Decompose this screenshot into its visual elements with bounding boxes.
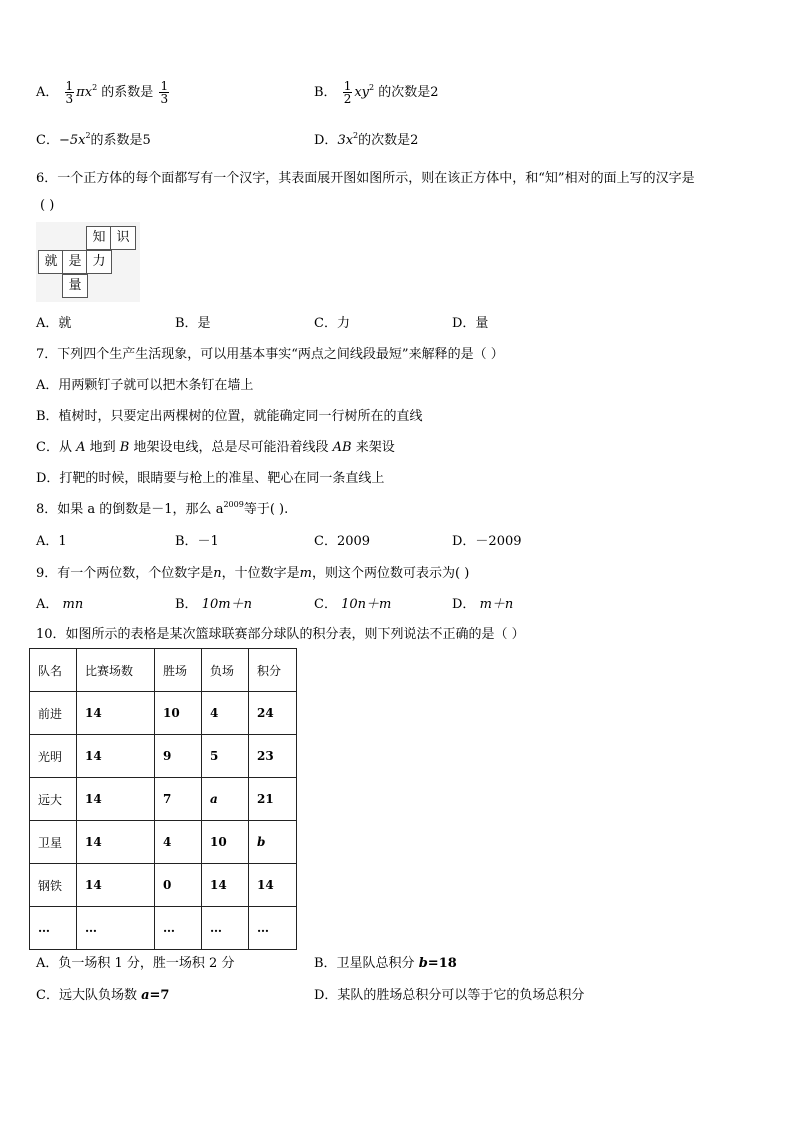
net-cell: 力 [86,250,112,274]
q6-stem: 6．一个正方体的每个面都写有一个汉字，其表面展开图如图所示，则在该正方体中，和“知”相对的面上写的汉字是 [36,171,695,186]
table-header: 比赛场数 [77,649,155,692]
table-cell: 14 [77,821,155,864]
table-header-row [30,649,297,692]
table-cell: 14 [77,864,155,907]
q6-option-a: A．就 [36,316,72,331]
q7-option-c: C．从 A 地到 B 地架设电线，总是尽可能沿着线段 AB 来架设 [36,440,395,455]
table-row [30,778,297,821]
q10-option-a: A．负一场积 1 分，胜一场积 2 分 [36,956,235,971]
table-cell: 10 [155,692,202,735]
table-cell: 卫星 [30,821,77,864]
net-cell: 就 [38,250,64,274]
table-header: 胜场 [155,649,202,692]
q5-option-a: A． $\frac{1}{3}$ $\pi x^2$ 的系数是 $\frac{1}{3}$ [36,79,169,106]
table-cell: 9 [155,735,202,778]
q7-option-b: B．植树时，只要定出两棵树的位置，就能确定同一行树所在的直线 [36,409,423,424]
table-cell: 21 [249,778,297,821]
q7-stem: 7．下列四个生产生活现象，可以用基本事实“两点之间线段最短”来解释的是（ ） [36,347,504,362]
table-cell: a [202,778,249,821]
table-header: 负场 [202,649,249,692]
table-cell: 4 [202,692,249,735]
table-cell: 14 [77,735,155,778]
q9-option-c: C． 10n＋m [314,597,392,612]
q10-option-d: D．某队的胜场总积分可以等于它的负场总积分 [314,988,585,1003]
table-cell: 24 [249,692,297,735]
fraction: $\frac{1}{3}$ [65,79,74,106]
table-cell: 前进 [30,692,77,735]
q6-paren: ( ) [40,198,55,213]
q10-option-b: B．卫星队总积分 b=18 [314,956,457,971]
table-row [30,907,297,950]
table-cell: … [202,907,249,950]
q8-option-b: B．－1 [175,534,219,549]
q5-option-d: D．$3x^2$的次数是2 [314,131,419,148]
table-cell: 光明 [30,735,77,778]
table-cell: 14 [77,778,155,821]
q9-stem: 9．有一个两位数，个位数字是n，十位数字是m，则这个两位数可表示为( ) [36,566,470,581]
table-cell: 5 [202,735,249,778]
table-cell: … [30,907,77,950]
q10-stem: 10．如图所示的表格是某次篮球联赛部分球队的积分表，则下列说法不正确的是（ ） [36,627,525,642]
net-cell: 量 [62,274,88,298]
table-header: 队名 [30,649,77,692]
table-cell: 0 [155,864,202,907]
table-cell: b [249,821,297,864]
q6-option-c: C．力 [314,316,350,331]
fraction: $\frac{1}{3}$ [160,79,169,106]
net-cell: 知 [86,226,112,250]
q5-option-b: B． $\frac{1}{2}$ $xy^2$ 的次数是2 [314,79,439,106]
q8-option-d: D．－2009 [452,534,522,549]
table-cell: 远大 [30,778,77,821]
cube-net-diagram [36,222,140,302]
table-cell: … [155,907,202,950]
q8-option-a: A．1 [36,534,67,549]
table-row [30,692,297,735]
q9-option-b: B． 10m＋n [175,597,252,612]
table-cell: 7 [155,778,202,821]
q5-option-c: C．$-5x^2$的系数是5 [36,131,151,148]
net-cell: 识 [110,226,136,250]
q7-option-a: A．用两颗钉子就可以把木条钉在墙上 [36,378,254,393]
table-cell: 14 [202,864,249,907]
table-row [30,821,297,864]
q7-option-d: D．打靶的时候，眼睛要与枪上的准星、靶心在同一条直线上 [36,471,385,486]
score-table [29,648,297,950]
q8-stem: 8．如果 a 的倒数是－1，那么 $a^{2009}$等于( ). [36,500,289,517]
q6-option-d: D．量 [452,316,489,331]
table-cell: 10 [202,821,249,864]
table-row [30,864,297,907]
q6-option-b: B．是 [175,316,211,331]
table-cell: 钢铁 [30,864,77,907]
table-cell: 14 [77,692,155,735]
table-cell: … [249,907,297,950]
fraction: $\frac{1}{2}$ [343,79,352,106]
table-cell: 4 [155,821,202,864]
q8-option-c: C．2009 [314,534,371,549]
table-row [30,735,297,778]
table-cell: 23 [249,735,297,778]
table-header: 积分 [249,649,297,692]
net-cell: 是 [62,250,88,274]
q9-option-d: D． m＋n [452,597,514,612]
q9-option-a: A． mn [36,597,84,612]
table-cell: … [77,907,155,950]
table-cell: 14 [249,864,297,907]
q10-option-c: C．远大队负场数 a=7 [36,988,170,1003]
